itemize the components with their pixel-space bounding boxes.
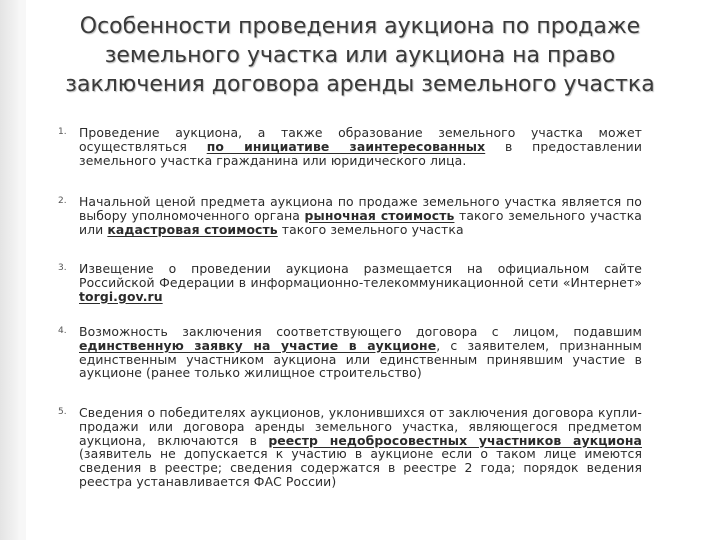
item-number: 3. — [58, 263, 67, 273]
item-text: Начальной ценой предмета аукциона по продаже земельного участка является по выбору уполномоченного органа рыночная стоимость такого земельного участка или кадастровая стоимость такого земельного участка — [79, 194, 642, 237]
torgi-link[interactable]: torgi.gov.ru — [79, 288, 163, 304]
highlight-cadastral-value: кадастровая стоимость — [107, 221, 278, 237]
item-number: 1. — [58, 127, 67, 137]
list-item-2 — [58, 195, 642, 236]
item-text: Сведения о победителях аукционов, уклонившихся от заключения договора купли-продажи или договора аренды земельного участка, являющегося предметом аукциона, включаются в реестр недобросовестных участников аукциона (заявитель не допускается к участию в аукционе если о таком лице имеются сведения в реестре; сведения содержатся в реестре 2 года; порядок ведения реестра устанавливается ФАС России) — [79, 405, 642, 489]
item-text: Проведение аукциона, а также образование земельного участка может осуществляться по инициативе заинтересованных в предоставлении земельного участка гражданина или юридического лица. — [79, 125, 642, 168]
item-number: 5. — [58, 407, 67, 417]
list-item-3 — [58, 262, 642, 303]
item-text: Извещение о проведении аукциона размещается на официальном сайте Российской Федерации в информационно-телекоммуникационной сети «Интернет» torgi.gov.ru — [79, 261, 642, 304]
highlight-initiative: по инициативе заинтересованных — [206, 138, 486, 154]
left-decorative-bar — [0, 0, 26, 540]
slide-title: Особенности проведения аукциона по продаже земельного участка или аукциона на право заключения договора аренды земельного участка — [65, 14, 655, 97]
left-bar-edge — [20, 0, 26, 540]
list-item-4 — [58, 325, 642, 380]
item-number: 2. — [58, 196, 67, 206]
list-item-1 — [58, 126, 642, 167]
highlight-registry: реестр недобросовестных участников аукциона — [268, 432, 642, 448]
highlight-market-value: рыночная стоимость — [304, 207, 455, 223]
list-item-5 — [58, 406, 642, 489]
item-text: Возможность заключения соответствующего договора с лицом, подавшим единственную заявку на участие в аукционе, с заявителем, признанным единственным участником аукциона или единственным принявшим участие в аукционе (ранее только жилищное строительство) — [79, 324, 642, 381]
highlight-single-bid: единственную заявку на участие в аукционе — [79, 337, 437, 353]
item-number: 4. — [58, 326, 67, 336]
